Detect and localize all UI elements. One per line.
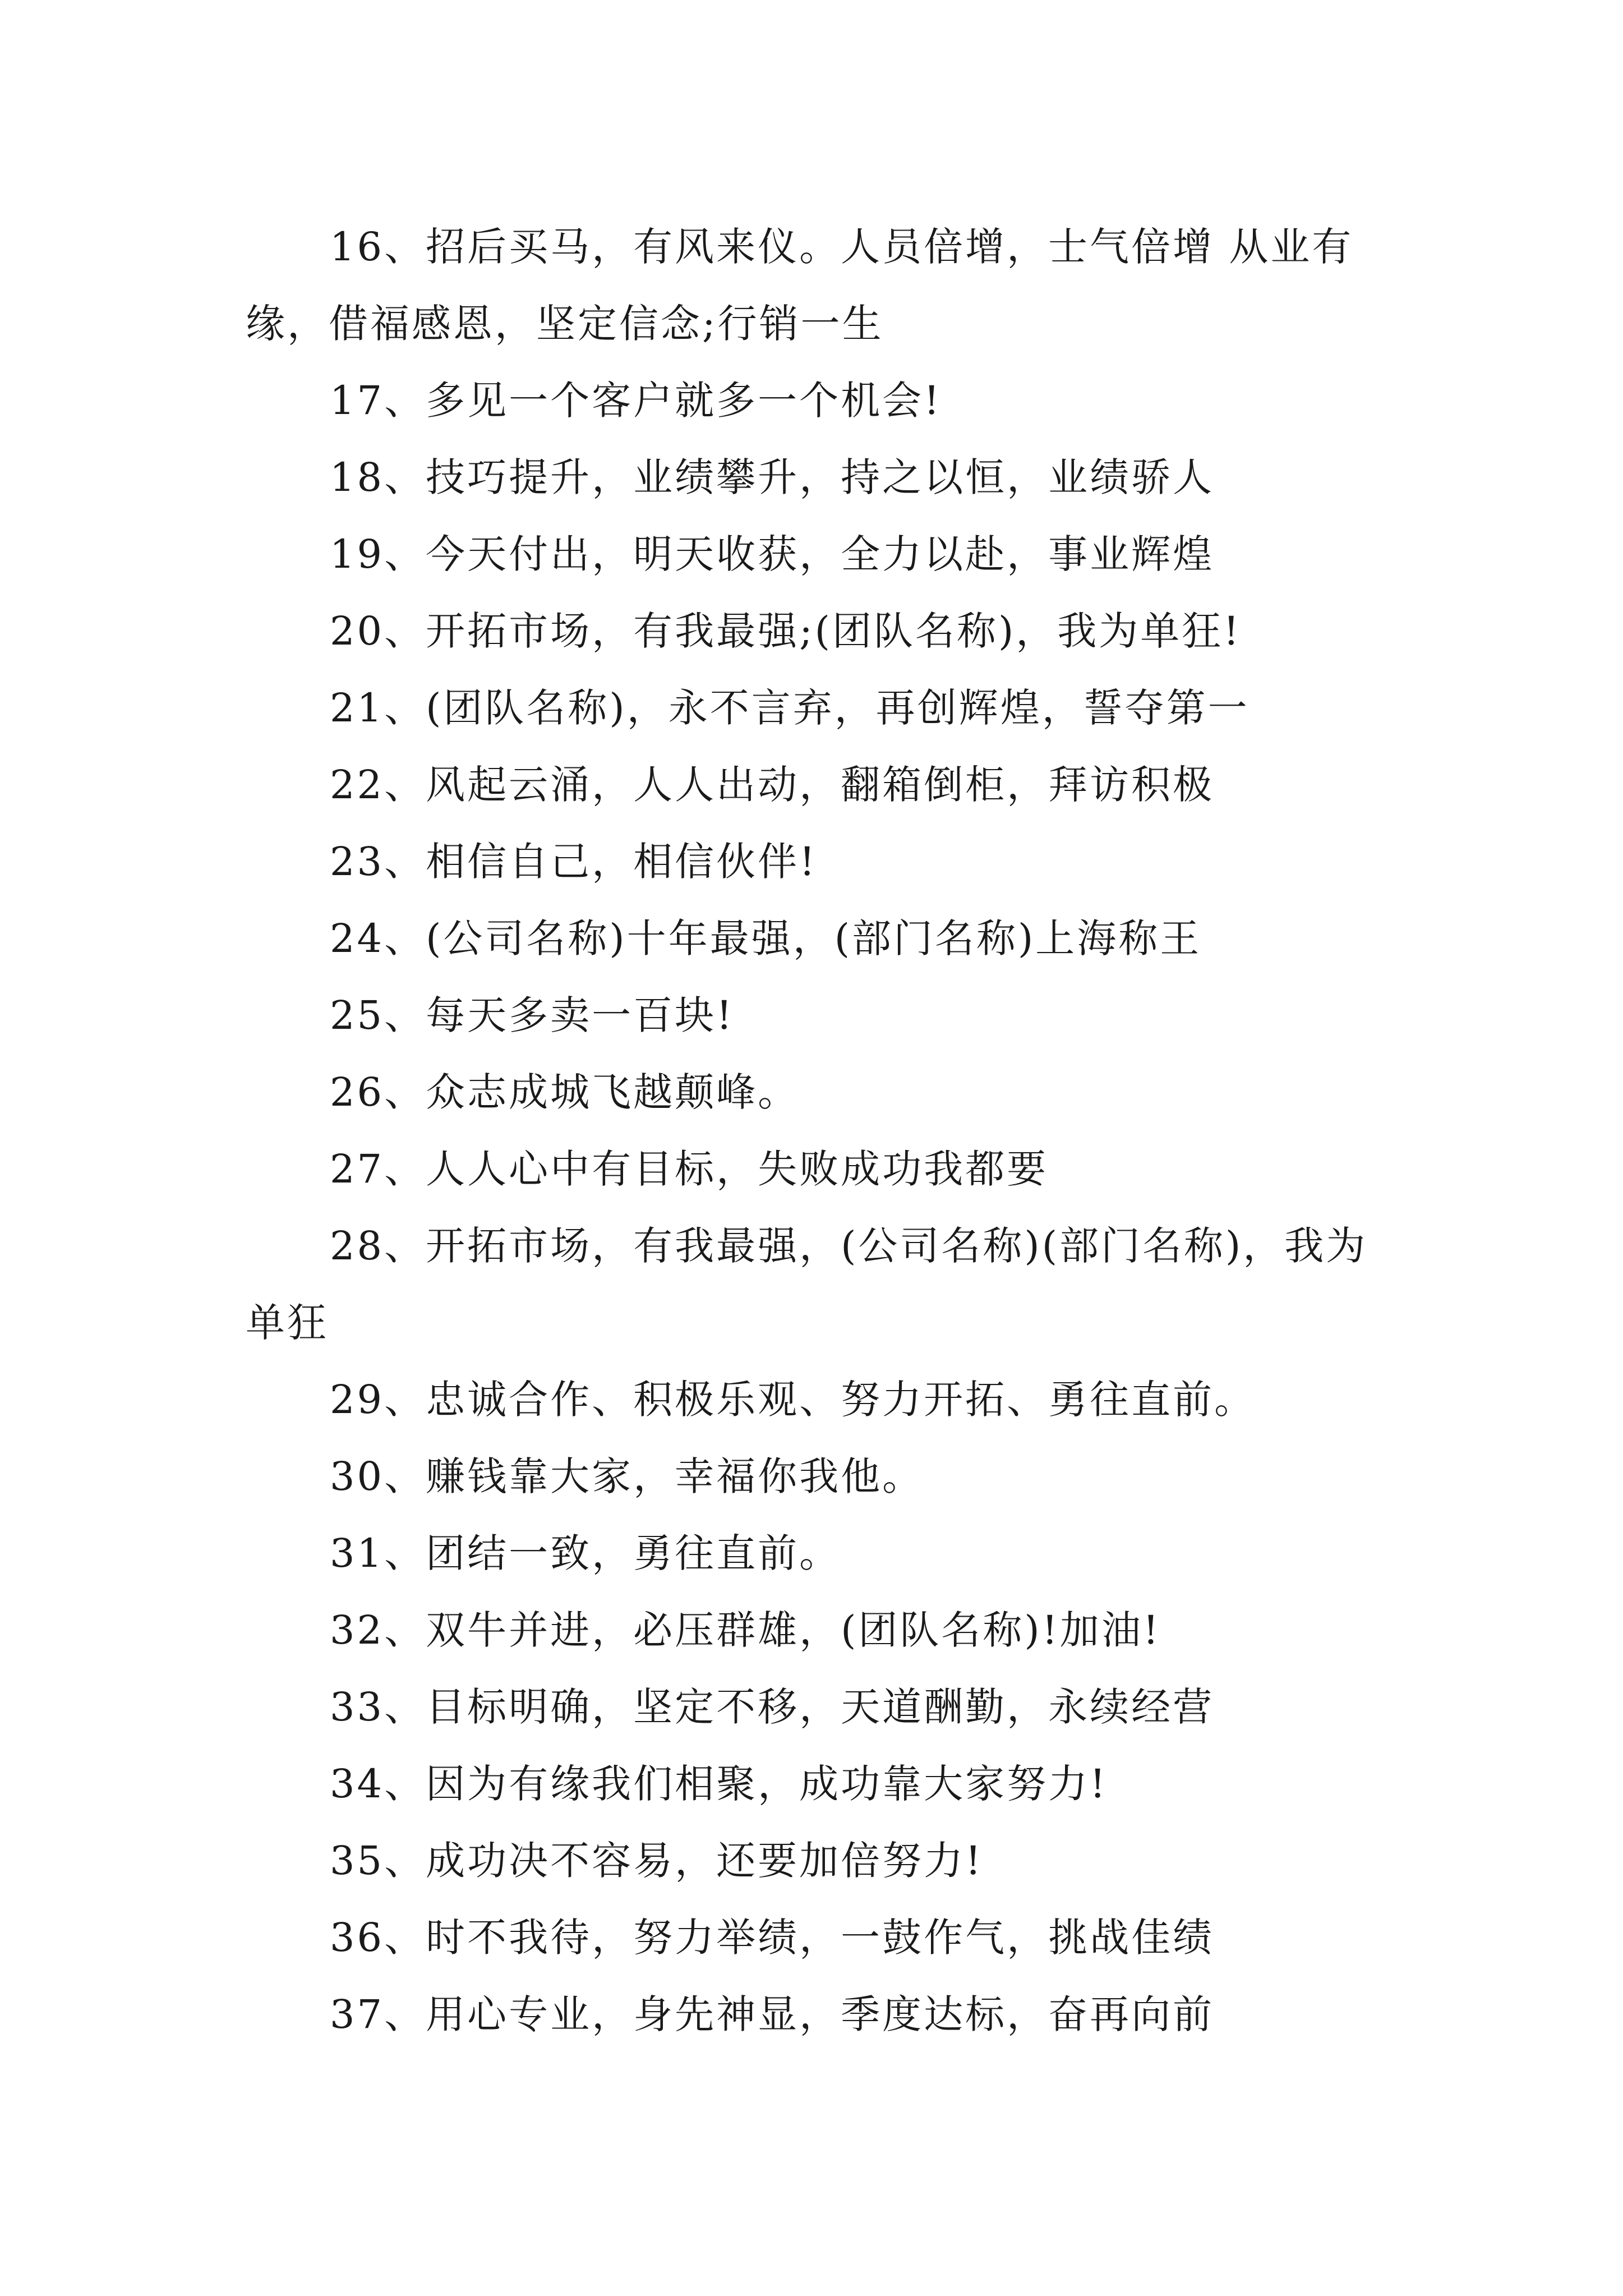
paragraph-32: 32、双牛并进，必压群雄，(团队名称)!加油!	[330, 1607, 1161, 1653]
paragraph-25: 25、每天多卖一百块!	[330, 992, 735, 1038]
paragraph-24: 24、(公司名称)十年最强，(部门名称)上海称王	[330, 915, 1202, 961]
paragraph-27: 27、人人心中有目标，失败成功我都要	[330, 1146, 1049, 1192]
paragraph-21: 21、(团队名称)，永不言弃，再创辉煌，誓夺第一	[330, 685, 1249, 731]
paragraph-26: 26、众志成城飞越颠峰。	[330, 1069, 800, 1115]
paragraph-16: 16、招后买马，有风来仪。人员倍增，士气倍增 从业有缘，借福感恩，坚定信念;行销一生	[246, 224, 1354, 347]
paragraph-36: 36、时不我待，努力举绩，一鼓作气，挑战佳绩	[330, 1915, 1215, 1961]
paragraph-29: 29、忠诚合作、积极乐观、努力开拓、勇往直前。	[330, 1377, 1256, 1423]
document-body	[246, 209, 1395, 2053]
paragraph-23: 23、相信自己，相信伙伴!	[330, 839, 818, 885]
paragraph-34: 34、因为有缘我们相聚，成功靠大家努力!	[330, 1761, 1108, 1807]
paragraph-37: 37、用心专业，身先神显，季度达标，奋再向前	[330, 1991, 1215, 2037]
paragraph-19: 19、今天付出，明天收获，全力以赴，事业辉煌	[330, 531, 1215, 577]
paragraph-20: 20、开拓市场，有我最强;(团队名称)，我为单狂!	[330, 608, 1242, 654]
paragraph-31: 31、团结一致，勇往直前。	[330, 1530, 841, 1576]
paragraph-33: 33、目标明确，坚定不移，天道酬勤，永续经营	[330, 1684, 1215, 1730]
paragraph-28: 28、开拓市场，有我最强，(公司名称)(部门名称)，我为单狂	[246, 1223, 1368, 1346]
paragraph-30: 30、赚钱靠大家，幸福你我他。	[330, 1453, 924, 1499]
paragraph-17: 17、多见一个客户就多一个机会!	[330, 378, 942, 424]
paragraph-35: 35、成功决不容易，还要加倍努力!	[330, 1838, 984, 1884]
paragraph-18: 18、技巧提升，业绩攀升，持之以恒，业绩骄人	[330, 454, 1215, 500]
paragraph-22: 22、风起云涌，人人出动，翻箱倒柜，拜访积极	[330, 762, 1215, 808]
